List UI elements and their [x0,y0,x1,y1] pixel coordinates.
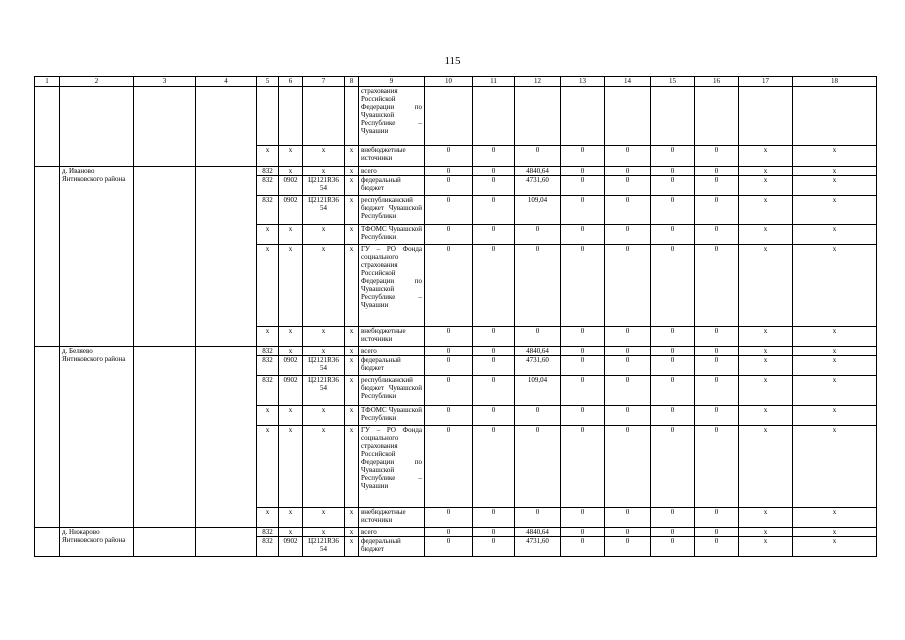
cell-c11: 0 [473,537,515,557]
cell-c5: x [257,225,279,245]
funding-source-cell: всего [359,167,425,176]
cell-c11: 0 [473,508,515,528]
cell-c14: 0 [605,356,651,376]
column-number-cell: 16 [695,77,739,87]
cell-c16: 0 [695,406,739,426]
cell-c14: 0 [605,167,651,176]
cell-c13: 0 [561,225,605,245]
cell-c10: 0 [425,426,473,508]
cell-c16 [695,87,739,146]
cell-c12: 109,04 [515,376,561,406]
cell-c14: 0 [605,406,651,426]
cell-c6: x [279,245,303,327]
cell-c12 [515,87,561,146]
cell-c11: 0 [473,356,515,376]
cell-c15: 0 [651,225,695,245]
cell-c7: x [303,146,345,167]
cell-c11: 0 [473,376,515,406]
cell-c15: 0 [651,176,695,196]
column-number-cell: 10 [425,77,473,87]
cell-c10: 0 [425,356,473,376]
cell-c11: 0 [473,176,515,196]
cell-c5: 832 [257,196,279,225]
cell-c13: 0 [561,426,605,508]
cell-c11: 0 [473,347,515,356]
cell-c13: 0 [561,376,605,406]
cell-c8 [345,87,359,146]
funding-source-cell: федеральный бюджет [359,537,425,557]
cell-c18: x [793,176,877,196]
cell-c14: 0 [605,245,651,327]
column-number-cell: 8 [345,77,359,87]
cell-c5: x [257,426,279,508]
cell-c5: x [257,508,279,528]
cell-c7: x [303,528,345,537]
cell-c12: 4840,64 [515,347,561,356]
cell-c15 [651,87,695,146]
cell-c14: 0 [605,426,651,508]
cell-c14: 0 [605,376,651,406]
cell-c6: 0902 [279,356,303,376]
cell-c11: 0 [473,146,515,167]
column-number-row [35,77,877,87]
cell-c10: 0 [425,537,473,557]
cell-c16: 0 [695,356,739,376]
cell-c6: x [279,146,303,167]
cell-c16: 0 [695,196,739,225]
cell-c7 [303,87,345,146]
cell-c18 [793,87,877,146]
cell-c15: 0 [651,196,695,225]
cell-c10: 0 [425,508,473,528]
funding-source-cell: республиканский бюджет Чувашской Республики [359,196,425,225]
cell-c7: x [303,245,345,327]
cell-c17: x [739,176,793,196]
cell-c10: 0 [425,528,473,537]
cell-c13: 0 [561,327,605,347]
cell-c6: 0902 [279,537,303,557]
cell-c18: x [793,537,877,557]
cell-c17: x [739,508,793,528]
cell-c7: x [303,225,345,245]
cell-c11 [473,87,515,146]
cell-c14: 0 [605,528,651,537]
cell-c7: x [303,406,345,426]
page-number: 115 [444,55,461,67]
cell-col-4 [196,87,257,167]
cell-c10: 0 [425,245,473,327]
cell-c13: 0 [561,528,605,537]
cell-c13: 0 [561,356,605,376]
cell-c8: x [345,537,359,557]
budget-table [34,76,877,557]
column-number-cell: 12 [515,77,561,87]
cell-c15: 0 [651,356,695,376]
cell-c6: x [279,327,303,347]
location-cell: д. Иваново Янтиковского района [60,167,134,347]
cell-c14: 0 [605,508,651,528]
cell-c15: 0 [651,426,695,508]
cell-c11: 0 [473,196,515,225]
column-number-cell: 6 [279,77,303,87]
cell-c16: 0 [695,225,739,245]
cell-c12: 0 [515,225,561,245]
cell-c14: 0 [605,347,651,356]
cell-c12: 4731,60 [515,176,561,196]
cell-c12: 4731,60 [515,537,561,557]
cell-col-4 [196,347,257,528]
cell-c17: x [739,245,793,327]
cell-c12: 4840,64 [515,167,561,176]
funding-source-cell: федеральный бюджет [359,176,425,196]
table-row [35,87,877,146]
cell-c10: 0 [425,376,473,406]
cell-c12: 4731,60 [515,356,561,376]
cell-col-3 [134,167,196,347]
cell-c12: 0 [515,426,561,508]
cell-c16: 0 [695,327,739,347]
cell-c14: 0 [605,146,651,167]
funding-source-cell: федеральный бюджет [359,356,425,376]
cell-c15: 0 [651,245,695,327]
cell-c6: x [279,406,303,426]
cell-c5: x [257,245,279,327]
cell-c17: x [739,196,793,225]
funding-source-cell: ГУ – РО Фонда социального страхования Российской Федерации по Чувашской Республике – Чувашии [359,426,425,508]
cell-c10: 0 [425,196,473,225]
funding-source-cell: ТФОМС Чувашской Республики [359,406,425,426]
funding-source-cell: внебюджетные источники [359,327,425,347]
cell-c8: x [345,327,359,347]
cell-c11: 0 [473,528,515,537]
funding-source-cell: страхования Российской Федерации по Чувашской Республике – Чувашии [359,87,425,146]
cell-c10: 0 [425,146,473,167]
funding-source-cell: всего [359,528,425,537]
funding-source-cell: всего [359,347,425,356]
cell-c15: 0 [651,327,695,347]
cell-c12: 0 [515,146,561,167]
cell-c18: x [793,528,877,537]
cell-c11: 0 [473,327,515,347]
cell-c7: Ц2121R36 54 [303,537,345,557]
cell-c13: 0 [561,167,605,176]
cell-col-1 [35,347,60,528]
cell-c17: x [739,146,793,167]
cell-c8: x [345,225,359,245]
column-number-cell: 15 [651,77,695,87]
cell-c17: x [739,376,793,406]
cell-c18: x [793,196,877,225]
table-row [35,347,877,356]
cell-c18: x [793,225,877,245]
cell-c17: x [739,528,793,537]
cell-col-1 [35,87,60,167]
cell-c13: 0 [561,406,605,426]
cell-c13: 0 [561,176,605,196]
cell-c15: 0 [651,376,695,406]
cell-c18: x [793,508,877,528]
cell-c6: x [279,508,303,528]
cell-c12: 0 [515,245,561,327]
funding-source-cell: республиканский бюджет Чувашской Республики [359,376,425,406]
cell-c8: x [345,245,359,327]
location-cell [60,87,134,167]
cell-c11: 0 [473,167,515,176]
cell-c15: 0 [651,146,695,167]
cell-c16: 0 [695,508,739,528]
cell-c18: x [793,245,877,327]
cell-c8: x [345,167,359,176]
column-number-cell: 1 [35,77,60,87]
cell-c11: 0 [473,426,515,508]
cell-c5 [257,87,279,146]
cell-c7: x [303,167,345,176]
funding-source-cell: ТФОМС Чувашской Республики [359,225,425,245]
cell-c7: x [303,327,345,347]
cell-c13: 0 [561,537,605,557]
cell-c16: 0 [695,528,739,537]
cell-c17: x [739,537,793,557]
cell-c10 [425,87,473,146]
cell-c6: x [279,347,303,356]
cell-c7: x [303,508,345,528]
cell-c16: 0 [695,537,739,557]
cell-c17: x [739,347,793,356]
cell-col-4 [196,167,257,347]
cell-c5: 832 [257,528,279,537]
cell-c15: 0 [651,508,695,528]
cell-c16: 0 [695,376,739,406]
cell-c7: Ц2121R36 54 [303,176,345,196]
cell-c8: x [345,426,359,508]
cell-c7: Ц2121R36 54 [303,376,345,406]
cell-c16: 0 [695,146,739,167]
cell-c6: 0902 [279,196,303,225]
cell-c18: x [793,406,877,426]
cell-c5: 832 [257,176,279,196]
cell-c17: x [739,356,793,376]
cell-c18: x [793,327,877,347]
cell-c17: x [739,167,793,176]
cell-c10: 0 [425,167,473,176]
cell-c12: 0 [515,327,561,347]
cell-c8: x [345,528,359,537]
cell-c17: x [739,406,793,426]
cell-col-3 [134,528,196,557]
column-number-cell: 9 [359,77,425,87]
cell-c6 [279,87,303,146]
cell-c17 [739,87,793,146]
cell-c14: 0 [605,196,651,225]
cell-c14: 0 [605,327,651,347]
cell-c15: 0 [651,528,695,537]
cell-c5: 832 [257,376,279,406]
cell-c12: 109,04 [515,196,561,225]
column-number-cell: 2 [60,77,134,87]
cell-c6: x [279,167,303,176]
cell-c11: 0 [473,225,515,245]
cell-c15: 0 [651,347,695,356]
cell-c12: 0 [515,508,561,528]
table-row [35,528,877,537]
cell-c7: Ц2121R36 54 [303,356,345,376]
cell-c18: x [793,167,877,176]
column-number-cell: 18 [793,77,877,87]
cell-c11: 0 [473,245,515,327]
cell-col-4 [196,528,257,557]
cell-c13: 0 [561,196,605,225]
funding-source-cell: ГУ – РО Фонда социального страхования Российской Федерации по Чувашской Республике – Чувашии [359,245,425,327]
location-cell: д. Беляево Янтиковского района [60,347,134,528]
cell-c7: Ц2121R36 54 [303,196,345,225]
column-number-cell: 3 [134,77,196,87]
funding-source-cell: внебюджетные источники [359,146,425,167]
cell-c18: x [793,426,877,508]
cell-c18: x [793,146,877,167]
cell-c15: 0 [651,537,695,557]
cell-c14: 0 [605,537,651,557]
cell-c16: 0 [695,176,739,196]
cell-c17: x [739,426,793,508]
cell-c14: 0 [605,176,651,196]
cell-c13: 0 [561,245,605,327]
column-number-cell: 14 [605,77,651,87]
cell-c12: 4840,64 [515,528,561,537]
cell-c8: x [345,508,359,528]
cell-c18: x [793,376,877,406]
cell-c13: 0 [561,146,605,167]
cell-c13: 0 [561,508,605,528]
cell-c10: 0 [425,327,473,347]
cell-c5: 832 [257,347,279,356]
cell-c16: 0 [695,245,739,327]
cell-c8: x [345,347,359,356]
cell-c6: x [279,426,303,508]
cell-c18: x [793,347,877,356]
cell-c11: 0 [473,406,515,426]
cell-c5: x [257,146,279,167]
cell-c6: 0902 [279,176,303,196]
cell-c8: x [345,196,359,225]
cell-c10: 0 [425,225,473,245]
column-number-cell: 7 [303,77,345,87]
cell-c8: x [345,176,359,196]
cell-c17: x [739,225,793,245]
cell-c5: 832 [257,167,279,176]
cell-col-3 [134,347,196,528]
cell-c6: x [279,528,303,537]
cell-c13: 0 [561,347,605,356]
table-row [35,167,877,176]
cell-c8: x [345,376,359,406]
cell-c18: x [793,356,877,376]
cell-c10: 0 [425,176,473,196]
cell-c15: 0 [651,167,695,176]
cell-c16: 0 [695,347,739,356]
cell-c6: 0902 [279,376,303,406]
cell-c14 [605,87,651,146]
cell-c6: x [279,225,303,245]
cell-col-1 [35,167,60,347]
column-number-cell: 4 [196,77,257,87]
cell-c10: 0 [425,406,473,426]
cell-c5: 832 [257,356,279,376]
cell-c13 [561,87,605,146]
column-number-cell: 11 [473,77,515,87]
cell-c15: 0 [651,406,695,426]
cell-c14: 0 [605,225,651,245]
cell-c7: x [303,426,345,508]
location-cell: д. Нижарово Янтиковского района [60,528,134,557]
cell-c5: 832 [257,537,279,557]
column-number-cell: 5 [257,77,279,87]
cell-c10: 0 [425,347,473,356]
cell-c16: 0 [695,167,739,176]
cell-c5: x [257,327,279,347]
cell-col-3 [134,87,196,167]
cell-c17: x [739,327,793,347]
funding-source-cell: внебюджетные источники [359,508,425,528]
cell-c8: x [345,406,359,426]
cell-c8: x [345,146,359,167]
cell-col-1 [35,528,60,557]
cell-c16: 0 [695,426,739,508]
cell-c7: x [303,347,345,356]
cell-c5: x [257,406,279,426]
cell-c8: x [345,356,359,376]
column-number-cell: 17 [739,77,793,87]
column-number-cell: 13 [561,77,605,87]
cell-c12: 0 [515,406,561,426]
